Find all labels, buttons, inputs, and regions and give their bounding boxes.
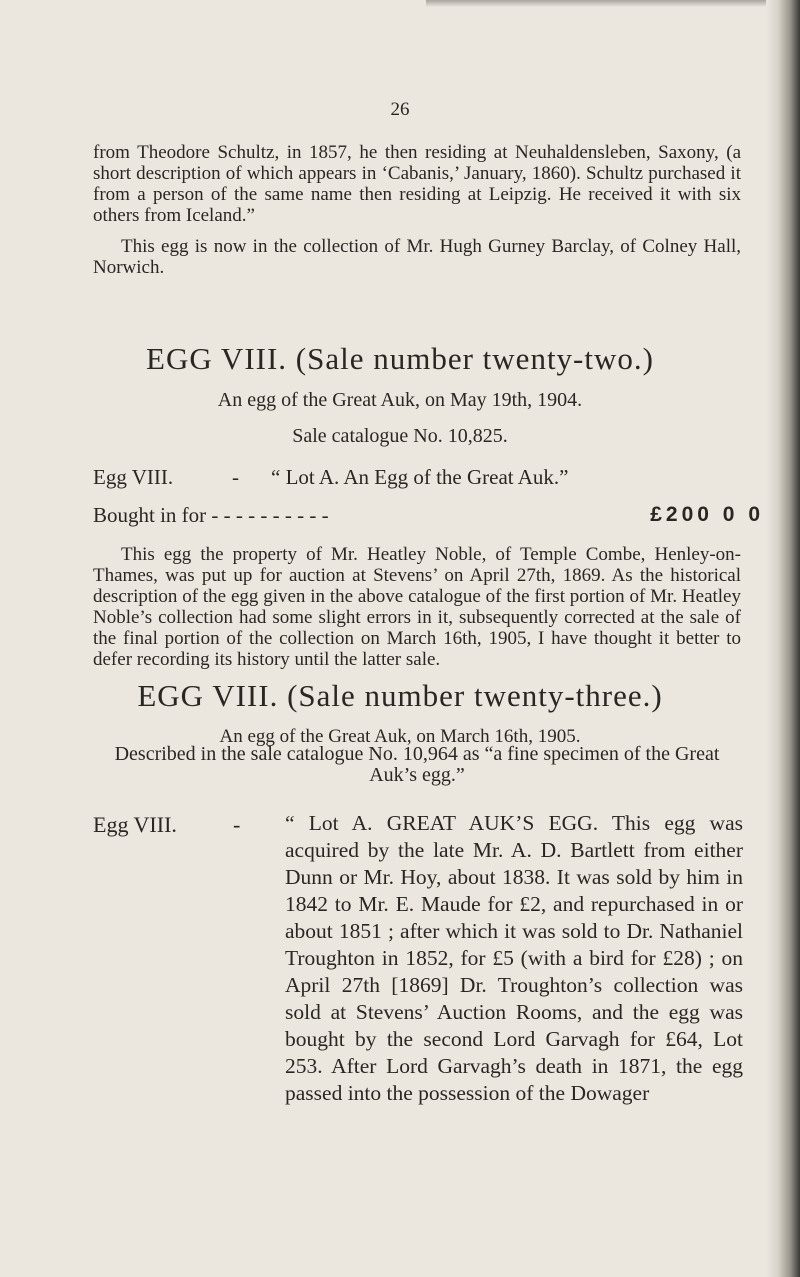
lot-entry-text: “ Lot A. GREAT AUK’S EGG. This egg was acquired by the late Mr. A. D. Bartlett from either Dunn or Mr. Hoy, about 1838. It was sold by him in 1842 to Mr. E. Maude for £2, and repurchased in or about 1851 ; after which it was sold to Dr. Nathaniel Troughton in 1852, for £5 (with a bird for £28) ; on April 27th [1869] Dr. Troughton’s collection was sold at Stevens’ Auction Rooms, and the egg was bought by the second Lord Garvagh for £64, Lot 253. After Lord Garvagh’s death in 1871, the egg passed into the possession of the Dowager <box>285 811 743 1105</box>
egg-label: Egg VIII. <box>93 465 174 489</box>
paragraph-history-note: This egg the property of Mr. Heatley Noble, of Temple Combe, Henley-on-Thames, was put up for auction at Stevens’ on April 27th, 1869. As the historical description of the egg given in the above catalogue of the first portion of Mr. Heatley Noble’s collection had some slight errors in it, subsequently corrected at the sale of the final portion of the collection on March 16th, 1905, I have thought it better to defer recording its history until the latter sale. <box>93 544 741 670</box>
page-edge-shadow-top <box>426 0 766 7</box>
page-number: 26 <box>390 99 410 120</box>
lot-line <box>93 465 753 490</box>
lot-description: “ Lot A. An Egg of the Great Auk.” <box>271 465 569 489</box>
section-subtitle-sale-23: An egg of the Great Auk, on March 16th, 1905. <box>219 726 581 747</box>
paragraph-continuation: from Theodore Schultz, in 1857, he then residing at Neuhaldensleben, Saxony, (a short description of which appears in ‘Cabanis,’ January, 1860). Schultz purchased it from a person of the same name then residing at Leipzig. He received it with six others from Iceland.” <box>93 142 741 226</box>
egg-label-2: Egg VIII. <box>93 812 177 837</box>
entry-dash: - <box>233 812 241 837</box>
lot-dash: - <box>232 465 239 489</box>
sale-catalogue-number: Sale catalogue No. 10,825. <box>292 425 508 447</box>
page-edge-shadow <box>766 0 800 1277</box>
section-heading-sale-23: EGG VIII. (Sale number twenty-three.) <box>137 678 663 713</box>
bought-in-label: Bought in for - - - - - - - - - - <box>93 503 329 527</box>
section-subtitle-sale-22: An egg of the Great Auk, on May 19th, 1904. <box>217 389 583 411</box>
sale-price: £200 0 0 <box>650 503 764 526</box>
section-heading-sale-22: EGG VIII. (Sale number twenty-two.) <box>146 341 654 376</box>
paragraph-collection: This egg is now in the collection of Mr. Hugh Gurney Barclay, of Colney Hall, Norwich. <box>93 236 741 278</box>
catalogue-description: Described in the sale catalogue No. 10,964 as “a fine specimen of the Great Auk’s egg.” <box>114 743 720 786</box>
